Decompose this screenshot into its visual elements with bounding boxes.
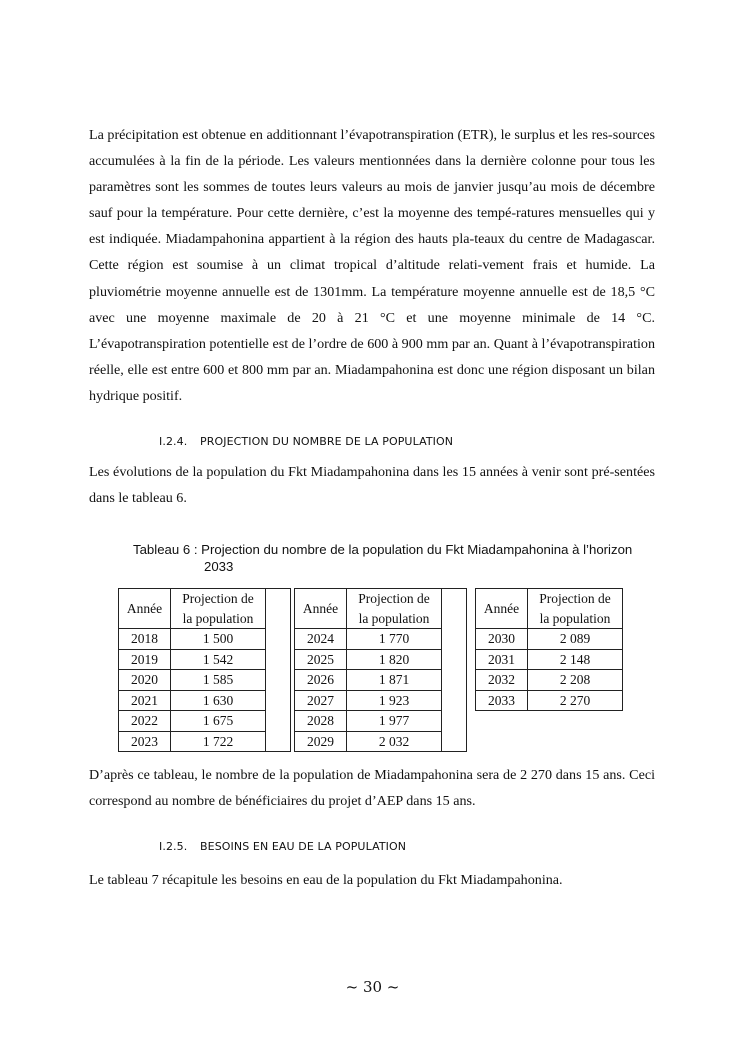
table-row: 2024 1 770 bbox=[295, 629, 467, 650]
table-row: 2023 1 722 bbox=[119, 731, 291, 752]
paragraph-table7-intro: Le tableau 7 récapitule les besoins en eau de la population du Fkt Miadampahonina. bbox=[89, 872, 563, 888]
paragraph-table6-conclusion: D’après ce tableau, le nombre de la population de Miadampahonina sera de 2 270 dans 15 ans. Ceci correspond au nombre de bénéficiaires du projet d’AEP dans 15 ans. bbox=[89, 767, 655, 810]
table-row: 2020 1 585 bbox=[119, 670, 291, 691]
table-row: 2027 1 923 bbox=[295, 690, 467, 711]
table-row: 2021 1 630 bbox=[119, 690, 291, 711]
table-row: 2019 1 542 bbox=[119, 649, 291, 670]
header-projection: Projection de la population bbox=[171, 589, 266, 629]
table-caption-line1: Tableau 6 : Projection du nombre de la population du Fkt Miadampahonina à l’horizon bbox=[133, 542, 633, 557]
table-caption bbox=[133, 541, 663, 575]
header-year: Année bbox=[295, 589, 347, 629]
section-heading-water-needs bbox=[159, 840, 406, 853]
table-row: 2028 1 977 bbox=[295, 711, 467, 732]
header-year: Année bbox=[119, 589, 171, 629]
table-caption-line2: 2033 bbox=[204, 559, 234, 574]
population-table-group-3 bbox=[475, 588, 623, 711]
paragraph-climate: La précipitation est obtenue en additionnant l’évapotranspiration (ETR), le surplus et les res-sources accumulées à la fin de la période. Les valeurs mentionnées dans la dernière colonne pour tous les paramètres sont les sommes de toutes leurs valeurs au mois de janvier jusqu’au mois de décembre sauf pour la température. Pour cette dernière, c’est la moyenne des tempé-ratures mensuelles qui y est indiquée. Miadampahonina appartient à la région des hauts pla-teaux du centre de Madagascar. Cette région est soumise à un climat tropical d’altitude relati-vement frais et humide. La pluviométrie moyenne annuelle est de 1301mm. La température moyenne annuelle est de 18,5 °C avec une moyenne maximale de 20 à 21 °C et une moyenne minimale de 14 °C. L’évapotranspiration potentielle est de l’ordre de 600 à 900 mm par an. Quant à l’évapotranspiration réelle, elle est entre 600 et 800 mm par an. Miadampahonina est donc une région disposant un bilan hydrique positif. bbox=[89, 127, 655, 404]
table-row: 2032 2 208 bbox=[476, 670, 623, 691]
table-row: 2033 2 270 bbox=[476, 690, 623, 711]
table-row: 2018 1 500 bbox=[119, 629, 291, 650]
table-row: 2029 2 032 bbox=[295, 731, 467, 752]
header-year: Année bbox=[476, 589, 528, 629]
table-row: 2031 2 148 bbox=[476, 649, 623, 670]
paragraph-intro-table6: Les évolutions de la population du Fkt Miadampahonina dans les 15 années à venir sont pré-sentées dans le tableau 6. bbox=[89, 464, 655, 507]
table-row: 2026 1 871 bbox=[295, 670, 467, 691]
page-number: ~ 30 ~ bbox=[345, 978, 400, 996]
population-table-group-2 bbox=[294, 588, 467, 752]
table-spacer-cell bbox=[442, 589, 467, 752]
table-row: 2025 1 820 bbox=[295, 649, 467, 670]
section-number: I.2.4. bbox=[159, 435, 188, 448]
section-title: PROJECTION DU NOMBRE DE LA POPULATION bbox=[200, 435, 454, 448]
table-row: 2030 2 089 bbox=[476, 629, 623, 650]
header-projection: Projection de la population bbox=[528, 589, 623, 629]
header-projection: Projection de la population bbox=[347, 589, 442, 629]
population-table-group-1 bbox=[118, 588, 291, 752]
section-title: BESOINS EN EAU DE LA POPULATION bbox=[200, 840, 407, 853]
section-heading-projection bbox=[159, 435, 453, 448]
table-spacer-cell bbox=[266, 589, 291, 752]
table-row: 2022 1 675 bbox=[119, 711, 291, 732]
section-number: I.2.5. bbox=[159, 840, 188, 853]
